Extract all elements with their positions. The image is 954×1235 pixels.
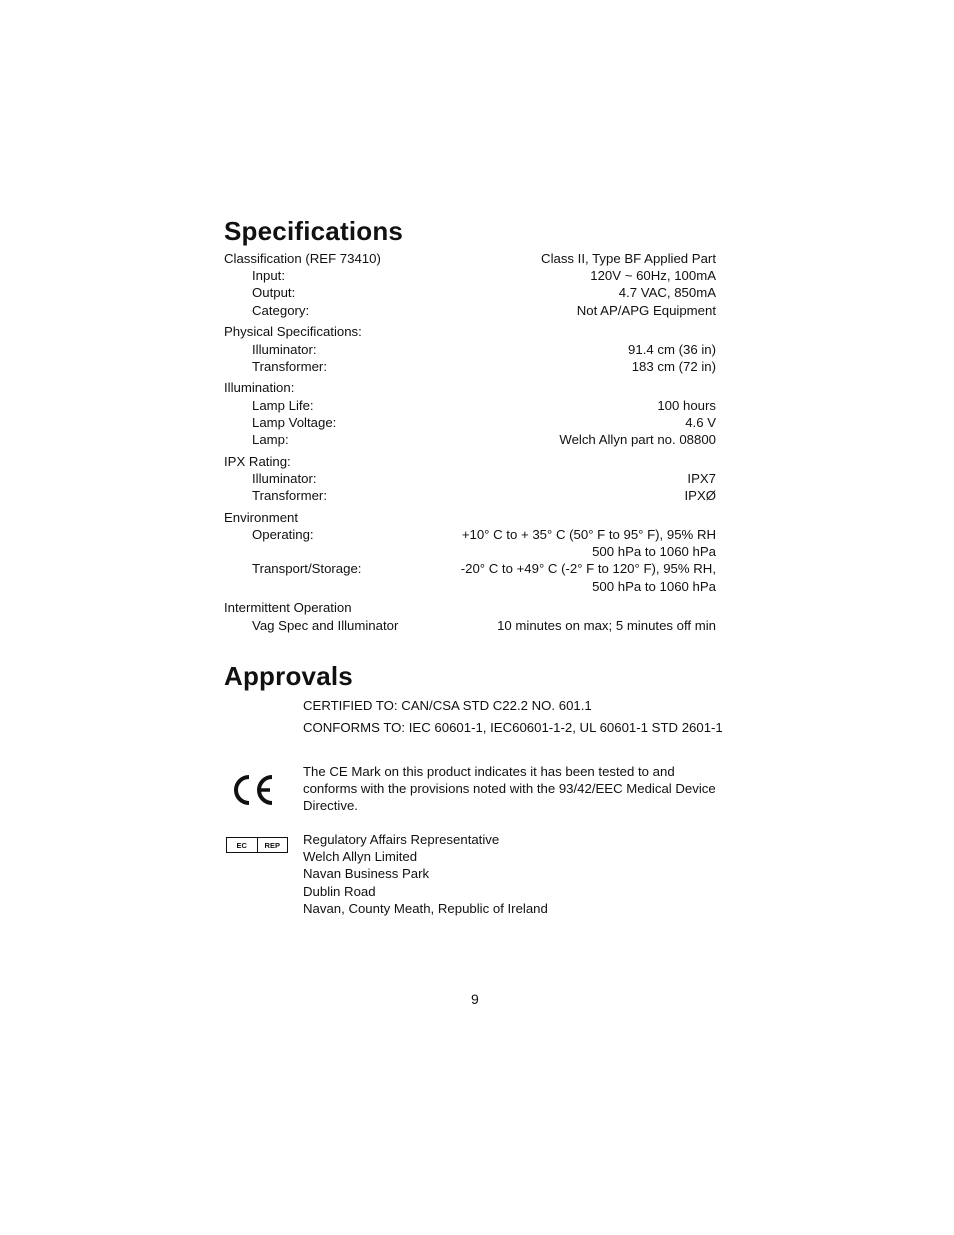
address-line: Regulatory Affairs Representative	[303, 832, 500, 847]
spec-row	[224, 560, 716, 577]
spec-label: Category:	[252, 302, 310, 318]
spec-value: IPX7	[687, 470, 716, 486]
spec-value: 183 cm (72 in)	[631, 358, 716, 374]
ec-label: EC	[236, 840, 247, 850]
spec-group-header	[224, 250, 716, 267]
spec-row	[224, 526, 716, 543]
spec-label: Lamp Life:	[252, 397, 314, 413]
spec-label: Transformer:	[252, 358, 327, 374]
ec-rep-symbol	[226, 837, 288, 853]
spec-value: 100 hours	[657, 397, 716, 413]
spec-row	[224, 358, 716, 375]
spec-row	[224, 284, 716, 301]
spec-row	[224, 302, 716, 319]
rep-label: REP	[257, 838, 288, 852]
spec-value: 4.6 V	[685, 414, 716, 430]
spec-label: Operating:	[252, 527, 314, 543]
spec-row	[224, 341, 716, 358]
address-line: Dublin Road	[303, 883, 376, 899]
spec-row	[224, 487, 716, 504]
spec-group-ipx-rating	[224, 453, 716, 505]
address-line: Welch Allyn Limited	[303, 849, 418, 865]
spec-row	[224, 414, 716, 431]
approvals-heading: Approvals	[224, 661, 353, 691]
spec-group-environment	[224, 509, 716, 595]
spec-group-title: IPX Rating:	[224, 453, 291, 469]
spec-group-title: Intermittent Operation	[224, 600, 352, 616]
spec-label: Lamp Voltage:	[252, 414, 337, 430]
spec-group-classification	[224, 250, 716, 319]
address-line: Navan Business Park	[303, 866, 430, 882]
spec-row	[224, 267, 716, 284]
spec-value: 120V ~ 60Hz, 100mA	[590, 268, 716, 284]
address-line: Navan, County Meath, Republic of Ireland	[303, 900, 548, 916]
spec-value: Welch Allyn part no. 08800	[559, 432, 716, 448]
spec-group-title: Environment	[224, 509, 299, 525]
conforms-statement: CONFORMS TO: IEC 60601-1, IEC60601-1-2, UL 60601-1 STD 2601-1	[303, 720, 723, 735]
specifications-table	[224, 250, 716, 638]
spec-label: Illuminator:	[252, 341, 317, 357]
spec-value-continued: 500 hPa to 1060 hPa	[592, 578, 716, 594]
ce-mark-description: The CE Mark on this product indicates it has been tested to and conforms with the provisions noted with the 93/42/EEC Medical Device Directive.	[303, 764, 716, 814]
spec-row	[224, 617, 716, 634]
spec-label: Transport/Storage:	[252, 561, 362, 577]
spec-value: 10 minutes on max; 5 minutes off min	[497, 617, 716, 633]
spec-group-intermittent	[224, 599, 716, 633]
representative-address	[303, 831, 548, 917]
spec-value: 91.4 cm (36 in)	[628, 341, 716, 357]
spec-value: -20° C to +49° C (-2° F to 120° F), 95% RH,	[460, 561, 716, 577]
spec-group-illumination	[224, 379, 716, 448]
spec-value: 4.7 VAC, 850mA	[618, 285, 716, 301]
spec-value: +10° C to + 35° C (50° F to 95° F), 95% RH	[461, 527, 716, 543]
specifications-heading: Specifications	[224, 216, 404, 246]
spec-value-continued: 500 hPa to 1060 hPa	[592, 544, 716, 560]
spec-row	[224, 397, 716, 414]
spec-label: Illuminator:	[252, 470, 317, 486]
spec-group-value: Class II, Type BF Applied Part	[541, 251, 716, 266]
spec-value: Not AP/APG Equipment	[576, 302, 716, 318]
spec-label: Transformer:	[252, 488, 327, 504]
spec-group-physical	[224, 323, 716, 375]
spec-label: Input:	[252, 268, 285, 284]
spec-group-title: Classification (REF 73410)	[224, 251, 381, 266]
spec-label: Vag Spec and Illuminator	[252, 617, 399, 633]
ce-mark-icon	[230, 772, 276, 808]
spec-label: Output:	[252, 285, 296, 301]
spec-row	[224, 470, 716, 487]
spec-value: IPXØ	[684, 488, 716, 504]
spec-row	[224, 431, 716, 448]
spec-group-title: Physical Specifications:	[224, 324, 362, 340]
spec-label: Lamp:	[252, 432, 289, 448]
certified-statement: CERTIFIED TO: CAN/CSA STD C22.2 NO. 601.1	[303, 698, 592, 713]
page-number: 9	[471, 991, 479, 1007]
spec-group-title: Illumination:	[224, 380, 295, 396]
